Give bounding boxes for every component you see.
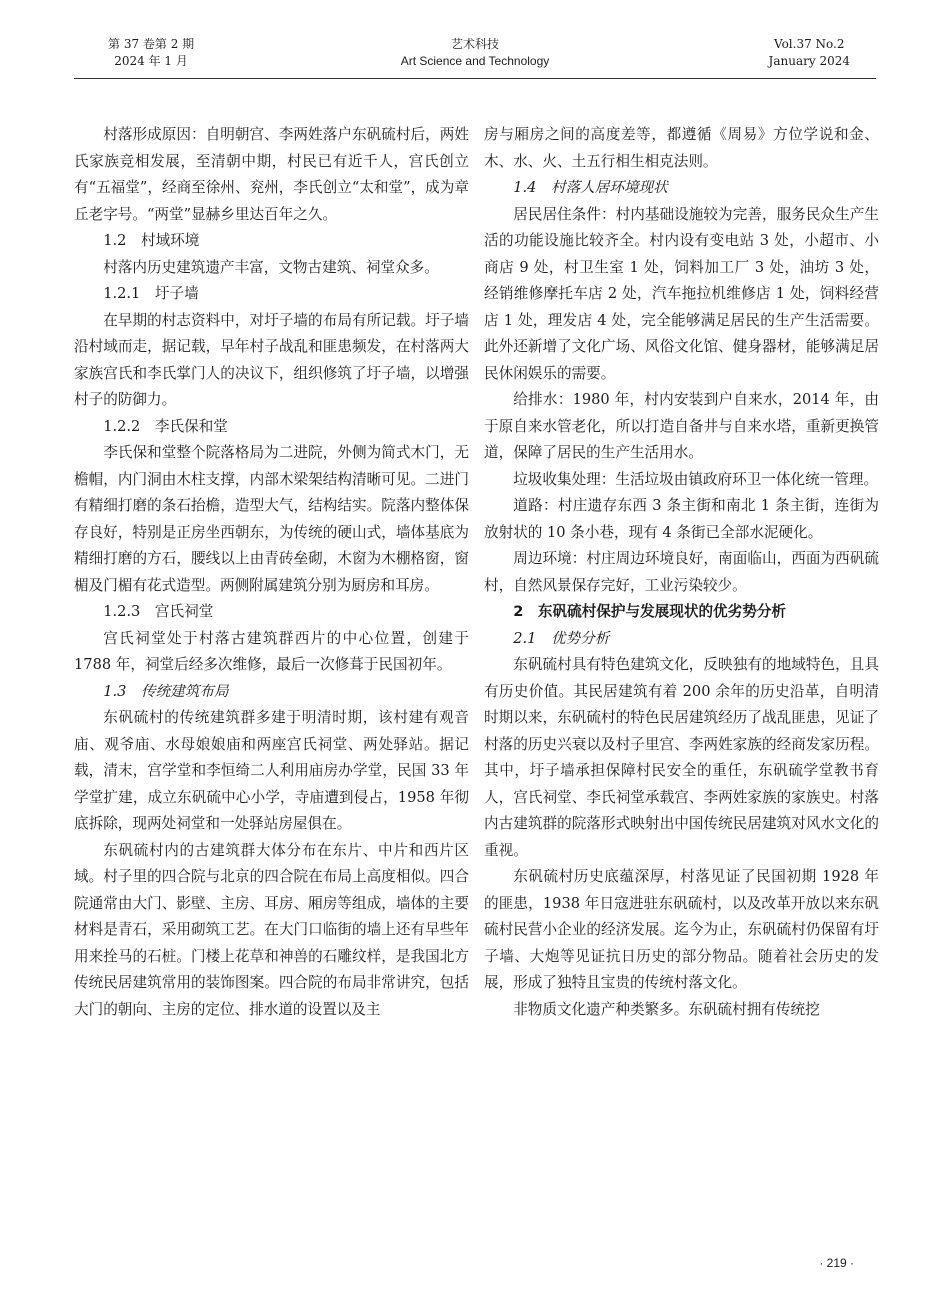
section-heading-2-1: 2.1 优势分析 xyxy=(513,629,610,647)
paragraph: 给排水：1980 年，村内安装到户自来水，2014 年，由于原自来水管老化，所以打造自备井与自来水塔，重新更换管道，保障了居民的生产生活用水。 xyxy=(484,391,879,461)
paragraph: 非物质文化遗产种类繁多。东矾硫村拥有传统挖 xyxy=(513,1000,820,1018)
paragraph: 东矾硫村具有特色建筑文化，反映独有的地域特色，且具有历史价值。其民居建筑有着 200 余年的历史沿革，自明清时期以来，东矾硫村的特色民居建筑经历了战乱匪患，见证了村落的历史兴衰以及村子里宫、李两姓家族的经商发家历程。其中，圩子墙承担保障村民安全的重任，东矾硫学堂教书育人，宫氏祠堂、李氏祠堂承载宫、李两姓家族的家族史。村落内古建筑群的院落形式映射出中国传统民居建筑对风水文化的重视。 xyxy=(484,656,879,859)
section-heading-1-2-1: 1.2.1 圩子墙 xyxy=(103,285,199,302)
volume-issue: 第 37 卷第 2 期 xyxy=(108,37,195,51)
section-heading-1-2: 1.2 村域环境 xyxy=(103,232,200,249)
paragraph: 东矾硫村历史底蕴深厚，村落见证了民国初期 1928 年的匪患，1938 年日寇进驻东矾硫村，以及改革开放以来东矾硫村民营小企业的经济发展。迄今为止，东矾硫村仍保留有圩子墙、大炮等见证抗日历史的部分物品。随着社会历史的发展，形成了独特且宝贵的传统村落文化。 xyxy=(484,868,879,991)
journal-title-en: Art Science and Technology xyxy=(400,54,550,68)
paragraph: 宫氏祠堂处于村落古建筑群西片的中心位置，创建于 1788 年，祠堂后经多次维修，最后一次修葺于民国初年。 xyxy=(74,629,469,673)
paragraph: 李氏保和堂整个院落格局为二进院，外侧为简式木门，无檐帽，内门洞由木柱支撑，内部木梁架结构清晰可见。二进门有精细打磨的条石抬檐，造型大气，结构结实。院落内整体保存良好，特别是正房坐西朝东，为传统的硬山式，墙体基底为精细打磨的方石，腰线以上由青砖垒砌，木窗为木棚格窗，窗楣及门楣有花式造型。两侧附属建筑分别为厨房和耳房。 xyxy=(74,444,469,594)
paragraph-continued: 房与厢房之间的高度差等，都遵循《周易》方位学说和金、木、水、火、土五行相生相克法则。 xyxy=(484,126,879,170)
paragraph: 村落形成原因：自明朝宫、李两姓落户东矾硫村后，两姓氏家族竞相发展，至清朝中期，村民已有近千人，宫氏创立有“五福堂”，经商至徐州、兖州，李氏创立“太和堂”，成为章丘老字号。“两堂”显赫乡里达百年之久。 xyxy=(74,126,469,223)
header-divider xyxy=(74,78,876,79)
section-heading-1-2-2: 1.2.2 李氏保和堂 xyxy=(103,417,228,435)
section-heading-1-4: 1.4 村落人居环境现状 xyxy=(513,179,668,196)
paragraph: 垃圾收集处理：生活垃圾由镇政府环卫一体化统一管理。 xyxy=(513,470,879,488)
paragraph: 村落内历史建筑遗产丰富，文物古建筑、祠堂众多。 xyxy=(103,258,439,276)
running-header xyxy=(74,36,876,80)
left-column xyxy=(74,122,469,1023)
volume-en: Vol.37 No.2 xyxy=(774,37,845,51)
section-heading-1-2-3: 1.2.3 宫氏祠堂 xyxy=(103,603,214,620)
header-right xyxy=(769,36,850,70)
date-en: January 2024 xyxy=(768,54,850,68)
journal-title-cn: 艺术科技 xyxy=(450,37,499,51)
paragraph: 周边环境：村庄周边环境良好，南面临山，西面为西矾硫村，自然风景保存完好，工业污染较少。 xyxy=(484,550,879,594)
date-cn: 2024 年 1 月 xyxy=(114,54,188,68)
paragraph: 居民居住条件：村内基础设施较为完善，服务民众生产生活的功能设施比较齐全。村内设有变电站 3 处，小超市、小商店 9 处，村卫生室 1 处，饲料加工厂 3 处，油坊 3 处，经销维修摩托车店 2 处，汽车拖拉机维修店 1 处，饲料经营店 1 处，理发店 4 处，完全能够满足居民的生产生活需要。此外还新增了文化广场、风俗文化馆、健身器材，能够满足居民休闲娱乐的需要。 xyxy=(484,205,879,382)
paragraph: 道路：村庄遗存东西 3 条主街和南北 1 条主街，连街为放射状的 10 条小巷，现有 4 条街已全部水泥硬化。 xyxy=(484,497,879,541)
page-number: · 219 · xyxy=(819,1256,854,1270)
paragraph: 东矾硫村内的古建筑群大体分布在东片、中片和西片区域。村子里的四合院与北京的四合院在布局上高度相似。四合院通常由大门、影壁、主房、耳房、厢房等组成，墙体的主要材料是青石，采用砌筑工艺。在大门口临街的墙上还有早些年用来拴马的石桩。门楼上花草和神兽的石雕纹样，是我国北方传统民居建筑常用的装饰图案。四合院的布局非常讲究，包括大门的朝向、主房的定位、排水道的设置以及主 xyxy=(74,841,469,1018)
header-center xyxy=(74,36,876,70)
paragraph: 东矾硫村的传统建筑群多建于明清时期，该村建有观音庙、观爷庙、水母娘娘庙和两座宫氏祠堂、两处驿站。据记载，清末，宫学堂和李恒绮二人利用庙房办学堂，民国 33 年学堂扩建，成立东矾硫中心小学，寺庙遭到侵占，1958 年彻底拆除，现两处祠堂和一处驿站房屋俱在。 xyxy=(74,709,469,832)
section-heading-2: 2 东矾硫村保护与发展现状的优劣势分析 xyxy=(513,603,787,620)
right-column xyxy=(484,122,879,1023)
paragraph: 在早期的村志资料中，对圩子墙的布局有所记载。圩子墙沿村域而走，据记载，早年村子战乱和匪患频发，在村落两大家族宫氏和李氏掌门人的决议下，组织修筑了圩子墙，以增强村子的防御力。 xyxy=(74,311,469,408)
section-heading-1-3: 1.3 传统建筑布局 xyxy=(103,682,229,700)
